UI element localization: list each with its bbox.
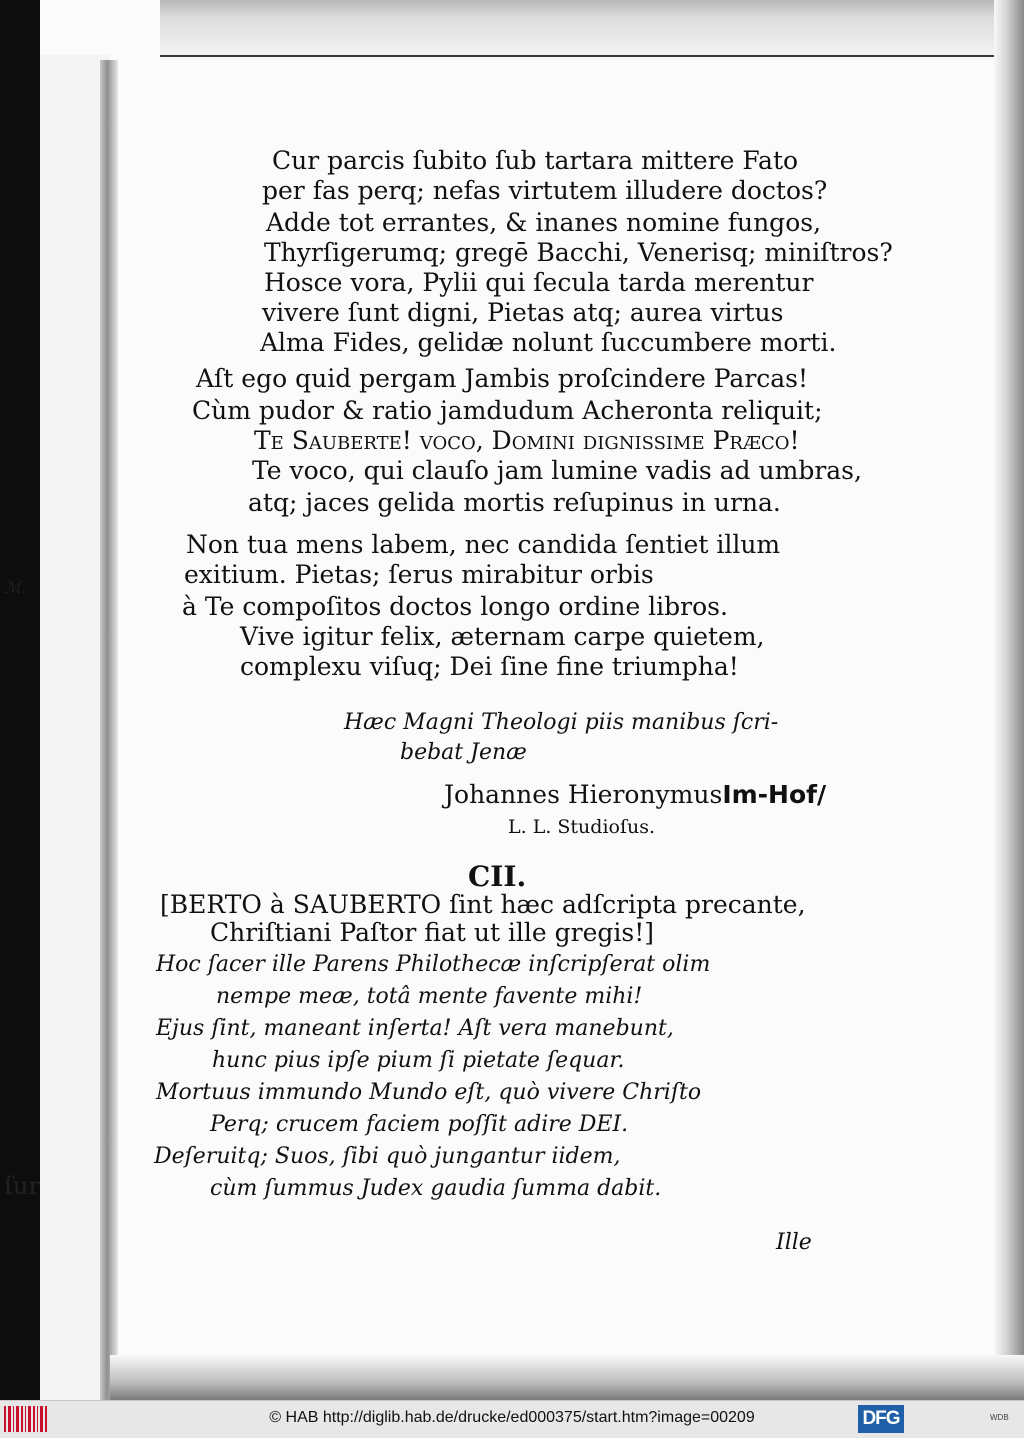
poem-line: Alma Fides, gelidæ nolunt ſuccumbere morti. bbox=[260, 328, 837, 357]
poem-line: vivere ſunt digni, Pietas atq; aurea virtus bbox=[262, 298, 784, 327]
poem-line: exitium. Pietas; ſerus mirabitur orbis bbox=[184, 560, 654, 589]
poem-line: à Te compoſitos doctos longo ordine libros. bbox=[182, 592, 728, 621]
poem-line: Aſt ego quid pergam Jambis proſcindere Parcas! bbox=[196, 364, 809, 393]
attribution-note: bebat Jenæ bbox=[400, 740, 527, 765]
epigram-line: Deſeruitq; Suos, ſibi quò jungantur iidem, bbox=[154, 1144, 621, 1169]
epigram-line: Perq; crucem faciem poſſit adire DEI. bbox=[210, 1112, 629, 1137]
poem-line: complexu viſuq; Dei ſine fine triumpha! bbox=[240, 652, 739, 681]
corner-code: WDB bbox=[990, 1413, 1009, 1422]
poem-line: Te Sauberte! voco, Domini digniſſime Præco! bbox=[254, 426, 800, 455]
poem-line: per fas perq; nefas virtutem illudere doctos? bbox=[262, 176, 828, 205]
poem-line: Hosce vora, Pylii qui ſecula tarda merentur bbox=[264, 268, 814, 297]
epigram-line: hunc pius ipſe pium ſi pietate ſequar. bbox=[212, 1048, 625, 1073]
margin-fragment: ℳ. bbox=[4, 578, 27, 597]
poem-line: Thyrſigerumq; gregē Bacchi, Venerisq; miniſtros? bbox=[264, 238, 893, 267]
epigram-intro-line: [BERTO à SAUBERTO ſint hæc adſcripta precante, bbox=[160, 890, 806, 919]
copyright-link[interactable]: © HAB http://diglib.hab.de/drucke/ed000375/start.htm?image=00209 bbox=[269, 1409, 755, 1426]
attribution-note: Hæc Magni Theologi piis manibus ſcri- bbox=[344, 710, 779, 735]
poem-line: Vive igitur felix, æternam carpe quietem, bbox=[240, 622, 765, 651]
author-title: L. L. Studioſus. bbox=[508, 816, 656, 838]
epigram-intro-line: Chriſtiani Paſtor fiat ut ille gregis!] bbox=[210, 918, 655, 947]
dfg-logo: DFG bbox=[858, 1405, 904, 1433]
footer-bar bbox=[0, 1400, 1024, 1438]
poem-line: Cur parcis ſubito ſub tartara mittere Fato bbox=[272, 146, 799, 175]
catchword: Ille bbox=[776, 1230, 812, 1255]
margin-fragment: ſur bbox=[4, 1172, 40, 1200]
poem-line: atq; jaces gelida mortis reſupinus in urna. bbox=[248, 488, 781, 517]
epigram-line: nempe meæ, totâ mente favente mihi! bbox=[216, 984, 643, 1009]
epigram-line: Ejus ſint, maneant inſerta! Aſt vera manebunt, bbox=[156, 1016, 674, 1041]
author-name: Johannes HieronymusIm-Hof/ bbox=[444, 780, 827, 809]
poem-line: Non tua mens labem, nec candida ſentiet illum bbox=[186, 530, 781, 559]
poem-line: Adde tot errantes, & inanes nomine fungos, bbox=[266, 208, 822, 237]
epigram-line: Mortuus immundo Mundo eſt, quò vivere Chriſto bbox=[156, 1080, 702, 1105]
section-number: CII. bbox=[468, 860, 527, 893]
epigram-line: cùm ſummus Judex gaudia ſumma dabit. bbox=[210, 1176, 662, 1201]
epigram-line: Hoc ſacer ille Parens Philothecæ inſcripſerat olim bbox=[156, 952, 711, 977]
poem-line: Te voco, qui clauſo jam lumine vadis ad umbras, bbox=[252, 456, 862, 485]
poem-line: Cùm pudor & ratio jamdudum Acheronta reliquit; bbox=[192, 396, 823, 425]
